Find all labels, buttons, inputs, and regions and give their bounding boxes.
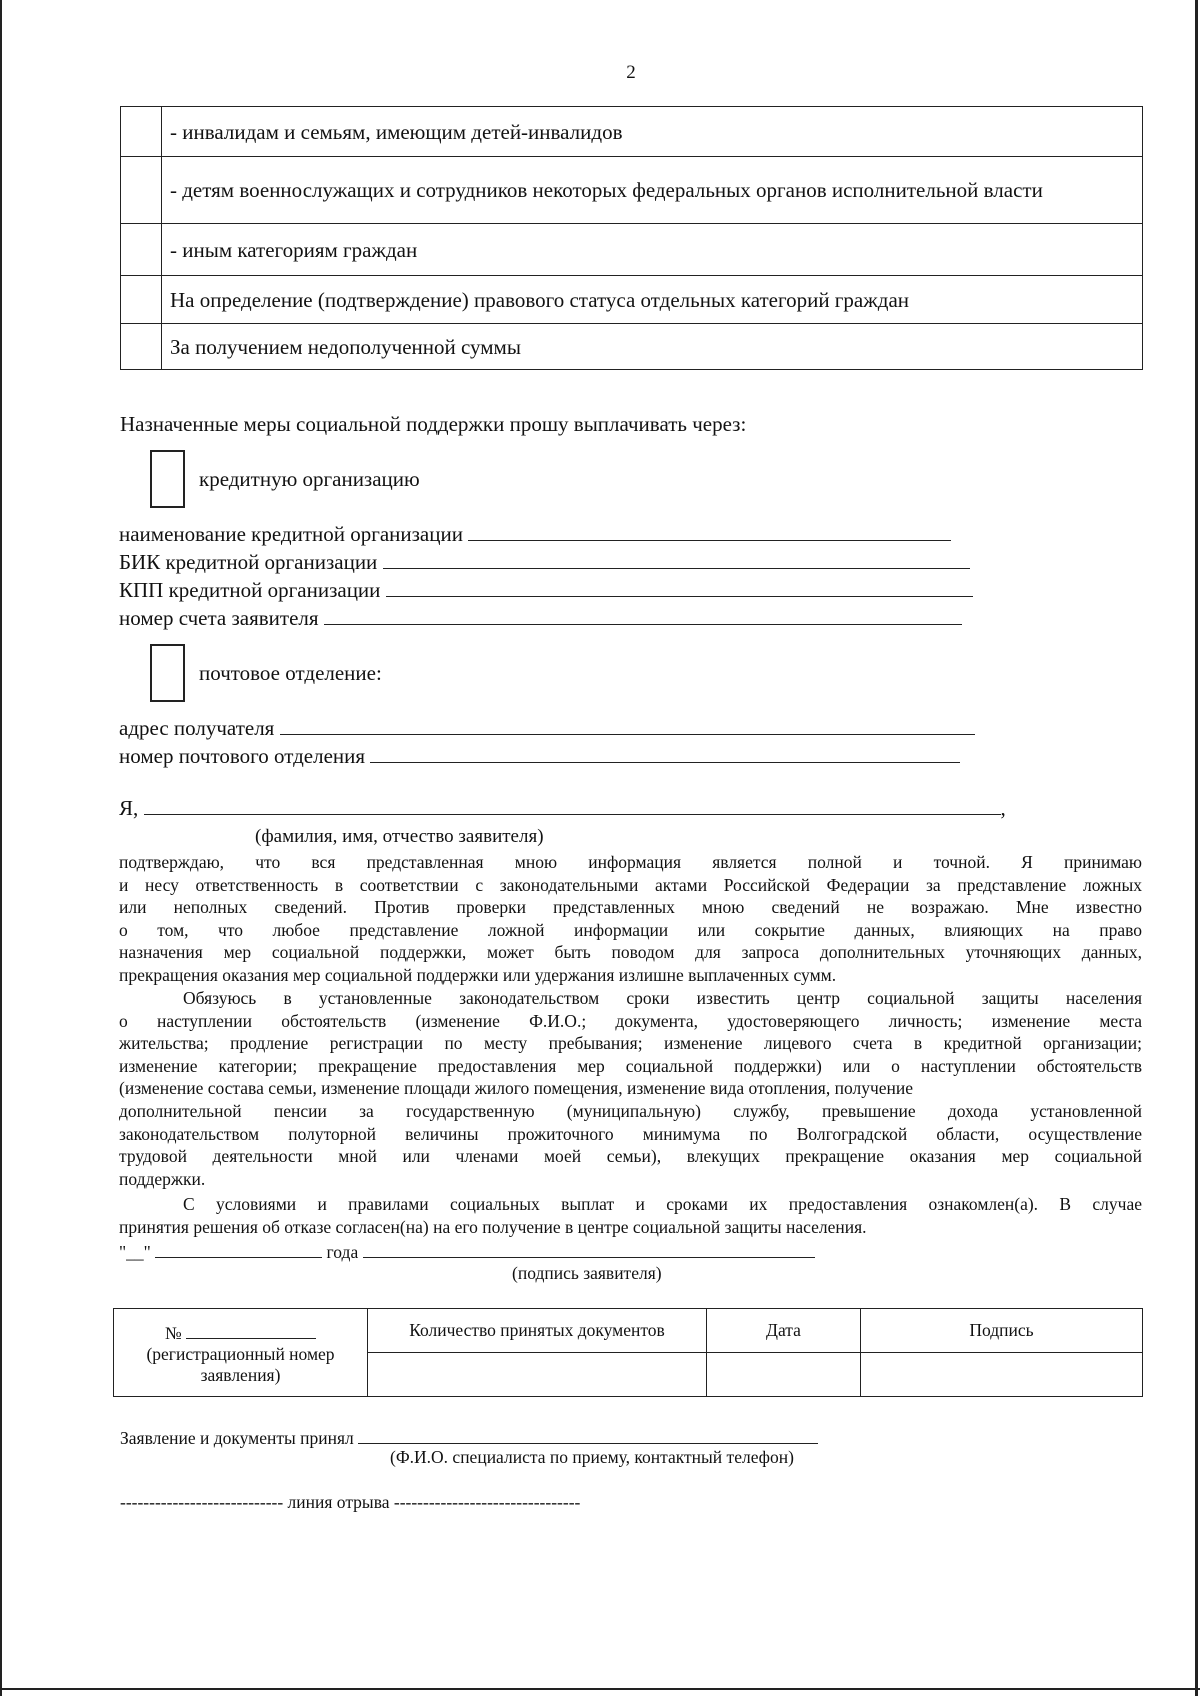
paragraph-line: законодательством полуторной величины прожиточного минимума по Волгоградской области, осуществление bbox=[119, 1123, 1142, 1144]
declaration-paragraph-3 bbox=[119, 1193, 1142, 1238]
registration-caption-1: (регистрационный номер bbox=[146, 1343, 335, 1364]
date-header: Дата bbox=[707, 1309, 861, 1353]
paragraph-line: С условиями и правилами социальных выплат и сроками их предоставления ознакомлен(а). В случае bbox=[183, 1194, 1142, 1214]
paragraph-line: принятия решения об отказе согласен(на) на его получение в центре социальной защиты населения. bbox=[119, 1216, 867, 1237]
kpp-line[interactable] bbox=[386, 578, 973, 597]
table-row bbox=[121, 276, 1143, 324]
kpp-label: КПП кредитной организации bbox=[119, 578, 381, 602]
bank-checkbox[interactable] bbox=[150, 450, 185, 508]
paragraph-line: поддержки. bbox=[119, 1168, 206, 1189]
page-border-right bbox=[1195, 0, 1198, 1696]
registration-number-blank[interactable] bbox=[186, 1320, 316, 1339]
bank-name-line[interactable] bbox=[468, 522, 951, 541]
bank-name-field[interactable] bbox=[119, 522, 951, 547]
table-row bbox=[121, 324, 1143, 370]
paragraph-line: жительства; продление регистрации по месту пребывания; изменение лицевого счета в кредитной организации; bbox=[119, 1033, 1142, 1054]
paragraph-line: подтверждаю, что вся представленная мною информация является полной и точной. Я принимаю bbox=[119, 852, 1142, 872]
documents-count-header: Количество принятых документов bbox=[368, 1309, 707, 1353]
paragraph-line: или неполных сведений. Против проверки представленных мною сведений не возражаю. Мне известно bbox=[119, 897, 1142, 918]
date-day[interactable]: "__" bbox=[119, 1242, 151, 1262]
category-label: - иным категориям граждан bbox=[162, 224, 1143, 276]
ya-label: Я, bbox=[119, 796, 139, 820]
paragraph-line: прекращения оказания мер социальной поддержки или удержания излишне выплаченных сумм. bbox=[119, 964, 837, 985]
account-line[interactable] bbox=[324, 606, 962, 625]
payment-heading: Назначенные меры социальной поддержки прошу выплачивать через: bbox=[120, 412, 747, 436]
date-signature-row bbox=[119, 1239, 815, 1263]
table-row bbox=[121, 157, 1143, 224]
applicant-name-line[interactable] bbox=[144, 796, 1001, 815]
recipient-address-line[interactable] bbox=[280, 716, 975, 735]
documents-count-cell[interactable] bbox=[368, 1353, 707, 1397]
account-label: номер счета заявителя bbox=[119, 606, 319, 630]
number-sign: № bbox=[164, 1322, 182, 1343]
paragraph-line: трудовой деятельности мной или членами моей семьи), влекущих прекращение оказания мер социальной bbox=[119, 1146, 1142, 1167]
category-label: - детям военнослужащих и сотрудников некоторых федеральных органов исполнительной власти bbox=[162, 157, 1143, 224]
recipient-address-label: адрес получателя bbox=[119, 716, 275, 740]
category-label: - инвалидам и семьям, имеющим детей-инвалидов bbox=[162, 107, 1143, 157]
table-row bbox=[121, 107, 1143, 157]
bik-label: БИК кредитной организации bbox=[119, 550, 378, 574]
ya-comma: , bbox=[1000, 796, 1006, 820]
kpp-field[interactable] bbox=[119, 578, 973, 603]
category-checkbox-cell[interactable] bbox=[121, 107, 162, 157]
fio-caption: (фамилия, имя, отчество заявителя) bbox=[255, 826, 544, 847]
bank-name-label: наименование кредитной организации bbox=[119, 522, 463, 546]
accepted-by-line[interactable] bbox=[358, 1425, 818, 1444]
category-checkbox-cell[interactable] bbox=[121, 224, 162, 276]
post-office-label: номер почтового отделения bbox=[119, 744, 366, 768]
post-office-line[interactable] bbox=[370, 744, 960, 763]
category-checkbox-cell[interactable] bbox=[121, 276, 162, 324]
bank-option-label: кредитную организацию bbox=[199, 467, 420, 491]
table-row bbox=[114, 1309, 1143, 1353]
registration-table bbox=[113, 1308, 1143, 1397]
paragraph-line: о наступлении обстоятельств (изменение Ф.И.О.; документа, удостоверяющего личность; изменение места bbox=[119, 1010, 1142, 1031]
account-field[interactable] bbox=[119, 606, 962, 631]
post-option-label: почтовое отделение: bbox=[199, 661, 382, 685]
registration-number-cell[interactable] bbox=[114, 1309, 368, 1397]
paragraph-line: Обязуюсь в установленные законодательством сроки известить центр социальной защиты населения bbox=[183, 988, 1142, 1008]
paragraph-line: изменение категории; прекращение предоставления мер социальной поддержки) или о наступлении обстоятельств bbox=[119, 1055, 1142, 1076]
registration-caption-2: заявления) bbox=[200, 1364, 281, 1385]
tear-line: ---------------------------- линия отрыва -------------------------------- bbox=[120, 1492, 581, 1512]
signature-line[interactable] bbox=[363, 1239, 815, 1258]
date-cell[interactable] bbox=[707, 1353, 861, 1397]
paragraph-line: о том, что любое представление ложной информации или сокрытие данных, влияющих на право bbox=[119, 919, 1142, 940]
accepted-by-label: Заявление и документы принял bbox=[120, 1428, 354, 1448]
date-year-label: года bbox=[326, 1242, 359, 1262]
page-border-left bbox=[0, 0, 2, 1696]
post-checkbox[interactable] bbox=[150, 644, 185, 702]
paragraph-line: (изменение состава семьи, изменение площади жилого помещения, изменение вида отопления, получение bbox=[119, 1078, 914, 1099]
post-office-field[interactable] bbox=[119, 744, 960, 769]
category-label: На определение (подтверждение) правового статуса отдельных категорий граждан bbox=[162, 276, 1143, 324]
category-label: За получением недополученной суммы bbox=[162, 324, 1143, 370]
declaration-paragraph-1 bbox=[119, 851, 1142, 987]
category-table bbox=[120, 106, 1143, 370]
paragraph-line: дополнительной пенсии за государственную (муниципальную) службу, превышение дохода установленной bbox=[119, 1100, 1142, 1121]
applicant-name-field[interactable] bbox=[119, 796, 1006, 821]
table-row bbox=[121, 224, 1143, 276]
category-checkbox-cell[interactable] bbox=[121, 157, 162, 224]
bik-field[interactable] bbox=[119, 550, 970, 575]
page-number: 2 bbox=[626, 62, 636, 83]
accepted-by-caption: (Ф.И.О. специалиста по приему, контактный телефон) bbox=[390, 1447, 794, 1467]
registration-number-line bbox=[118, 1320, 363, 1344]
signature-caption: (подпись заявителя) bbox=[512, 1263, 662, 1283]
paragraph-line: назначения мер социальной поддержки, может быть поводом для запроса дополнительных уточняющих данных, bbox=[119, 942, 1142, 963]
recipient-address-field[interactable] bbox=[119, 716, 975, 741]
signature-cell[interactable] bbox=[861, 1353, 1143, 1397]
declaration-paragraph-2 bbox=[119, 987, 1142, 1190]
paragraph-line: и несу ответственность в соответствии с законодательными актами Российской Федерации за представление ложных bbox=[119, 874, 1142, 895]
accepted-by-field[interactable] bbox=[120, 1425, 818, 1449]
category-checkbox-cell[interactable] bbox=[121, 324, 162, 370]
bik-line[interactable] bbox=[383, 550, 970, 569]
signature-header: Подпись bbox=[861, 1309, 1143, 1353]
date-month-line[interactable] bbox=[155, 1239, 322, 1258]
page-border-bottom bbox=[0, 1688, 1200, 1690]
